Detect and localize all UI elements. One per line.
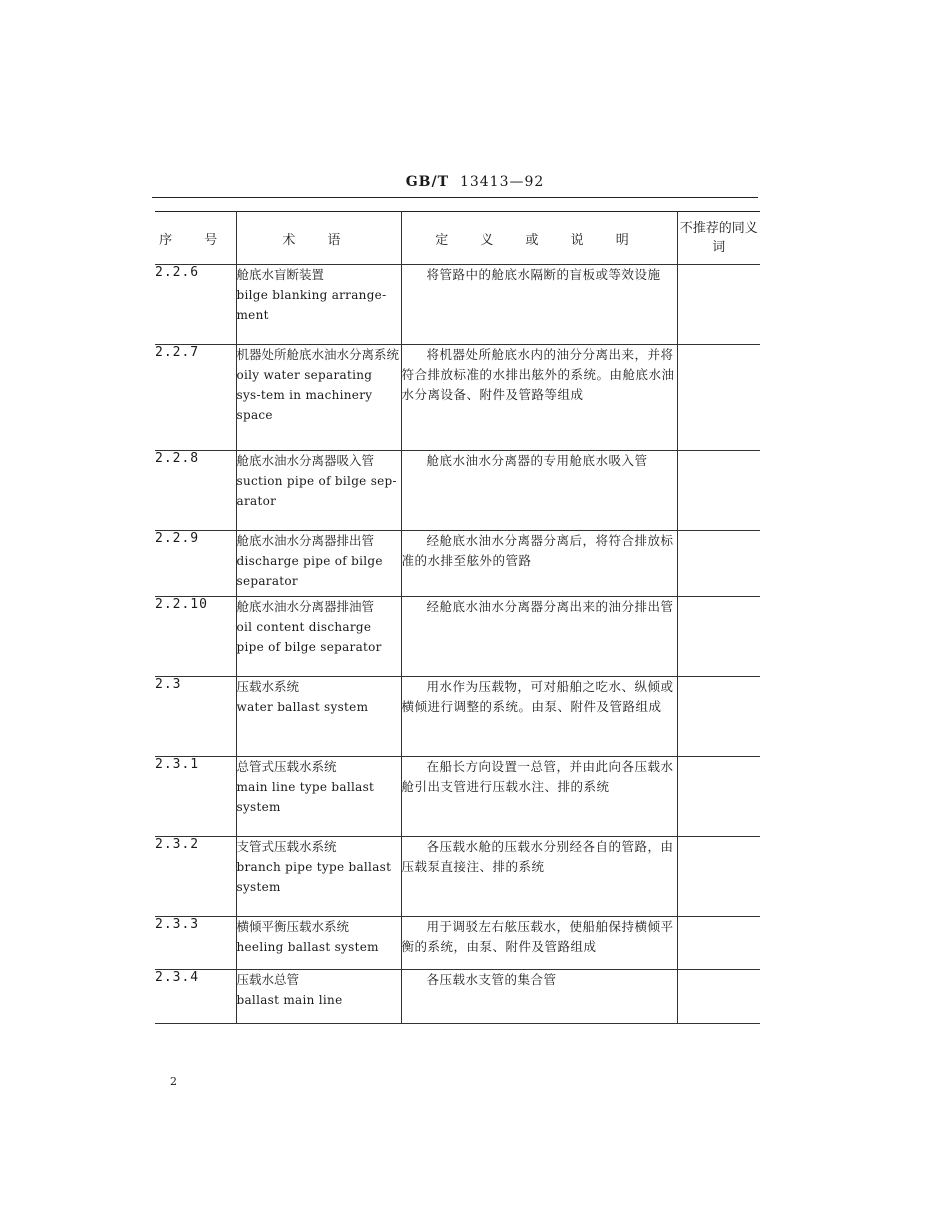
standard-prefix: GB/T	[405, 174, 450, 190]
entry-term	[236, 677, 401, 757]
entry-term	[236, 597, 401, 677]
table-row	[155, 837, 760, 917]
entry-number: 2.3.4	[155, 970, 236, 1024]
term-chinese: 舱底水盲断装置	[236, 267, 325, 282]
entry-synonym	[677, 917, 760, 970]
term-english: water ballast system	[236, 700, 369, 714]
entry-synonym	[677, 677, 760, 757]
entry-number: 2.3.2	[155, 837, 236, 917]
table-header-row	[155, 212, 760, 265]
entry-number: 2.2.7	[155, 345, 236, 451]
term-english: main line type ballast system	[236, 780, 375, 814]
term-english: branch pipe type ballast system	[236, 860, 392, 894]
table-row	[155, 531, 760, 597]
term-english: oily water separating sys-tem in machinery space	[236, 368, 373, 422]
table-row	[155, 451, 760, 531]
table-row	[155, 757, 760, 837]
column-header-term: 术 语	[236, 212, 401, 265]
entry-number: 2.3.3	[155, 917, 236, 970]
entry-term	[236, 531, 401, 597]
entry-synonym	[677, 837, 760, 917]
entry-definition: 经舱底水油水分离器分离出来的油分排出管	[401, 597, 677, 677]
entry-synonym	[677, 970, 760, 1024]
entry-term	[236, 757, 401, 837]
entry-definition: 各压载水舱的压载水分别经各自的管路，由压载泵直接注、排的系统	[401, 837, 677, 917]
table-row	[155, 970, 760, 1024]
column-header-definition: 定 义 或 说 明	[401, 212, 677, 265]
term-english: ballast main line	[236, 993, 343, 1007]
term-chinese: 机器处所舱底水油水分离系统	[236, 347, 400, 362]
terminology-table	[155, 211, 760, 1024]
table-row	[155, 265, 760, 345]
entry-term	[236, 265, 401, 345]
entry-term	[236, 345, 401, 451]
entry-synonym	[677, 265, 760, 345]
entry-synonym	[677, 345, 760, 451]
term-chinese: 总管式压载水系统	[236, 759, 337, 774]
entry-number: 2.3.1	[155, 757, 236, 837]
term-chinese: 压载水系统	[236, 679, 300, 694]
document-header	[0, 174, 950, 190]
table-row	[155, 345, 760, 451]
entry-definition: 舱底水油水分离器的专用舱底水吸入管	[401, 451, 677, 531]
entry-synonym	[677, 597, 760, 677]
entry-number: 2.2.6	[155, 265, 236, 345]
table-row	[155, 677, 760, 757]
entry-number: 2.2.10	[155, 597, 236, 677]
entry-synonym	[677, 757, 760, 837]
entry-definition: 经舱底水油水分离器分离后，将符合排放标准的水排至舷外的管路	[401, 531, 677, 597]
entry-term	[236, 917, 401, 970]
entry-definition: 在船长方向设置一总管，并由此向各压载水舱引出支管进行压载水注、排的系统	[401, 757, 677, 837]
entry-term	[236, 837, 401, 917]
page-number: 2	[170, 1075, 177, 1088]
entry-definition: 将机器处所舱底水内的油分分离出来，并将符合排放标准的水排出舷外的系统。由舱底水油水分离设备、附件及管路等组成	[401, 345, 677, 451]
term-english: suction pipe of bilge sep-arator	[236, 474, 397, 508]
entry-synonym	[677, 531, 760, 597]
entry-definition: 各压载水支管的集合管	[401, 970, 677, 1024]
term-chinese: 支管式压载水系统	[236, 839, 337, 854]
entry-number: 2.2.8	[155, 451, 236, 531]
standard-number: 13413—92	[459, 174, 545, 190]
term-chinese: 压载水总管	[236, 972, 300, 987]
entry-synonym	[677, 451, 760, 531]
table-row	[155, 597, 760, 677]
column-header-number: 序 号	[155, 212, 236, 265]
term-chinese: 舱底水油水分离器吸入管	[236, 453, 375, 468]
entry-number: 2.2.9	[155, 531, 236, 597]
term-chinese: 横倾平衡压载水系统	[236, 919, 350, 934]
entry-definition: 将管路中的舱底水隔断的盲板或等效设施	[401, 265, 677, 345]
entry-term	[236, 970, 401, 1024]
term-english: discharge pipe of bilge separator	[236, 554, 383, 588]
term-english: bilge blanking arrange-ment	[236, 288, 387, 322]
header-divider	[152, 197, 758, 198]
entry-definition: 用水作为压载物，可对船舶之吃水、纵倾或横倾进行调整的系统。由泵、附件及管路组成	[401, 677, 677, 757]
term-chinese: 舱底水油水分离器排出管	[236, 533, 375, 548]
entry-definition: 用于调驳左右舷压载水，使船舶保持横倾平衡的系统，由泵、附件及管路组成	[401, 917, 677, 970]
entry-term	[236, 451, 401, 531]
column-header-synonym: 不推荐的同义词	[677, 212, 760, 265]
term-english: oil content discharge pipe of bilge separator	[236, 620, 382, 654]
entry-number: 2.3	[155, 677, 236, 757]
term-chinese: 舱底水油水分离器排油管	[236, 599, 375, 614]
term-english: heeling ballast system	[236, 940, 379, 954]
table-row	[155, 917, 760, 970]
